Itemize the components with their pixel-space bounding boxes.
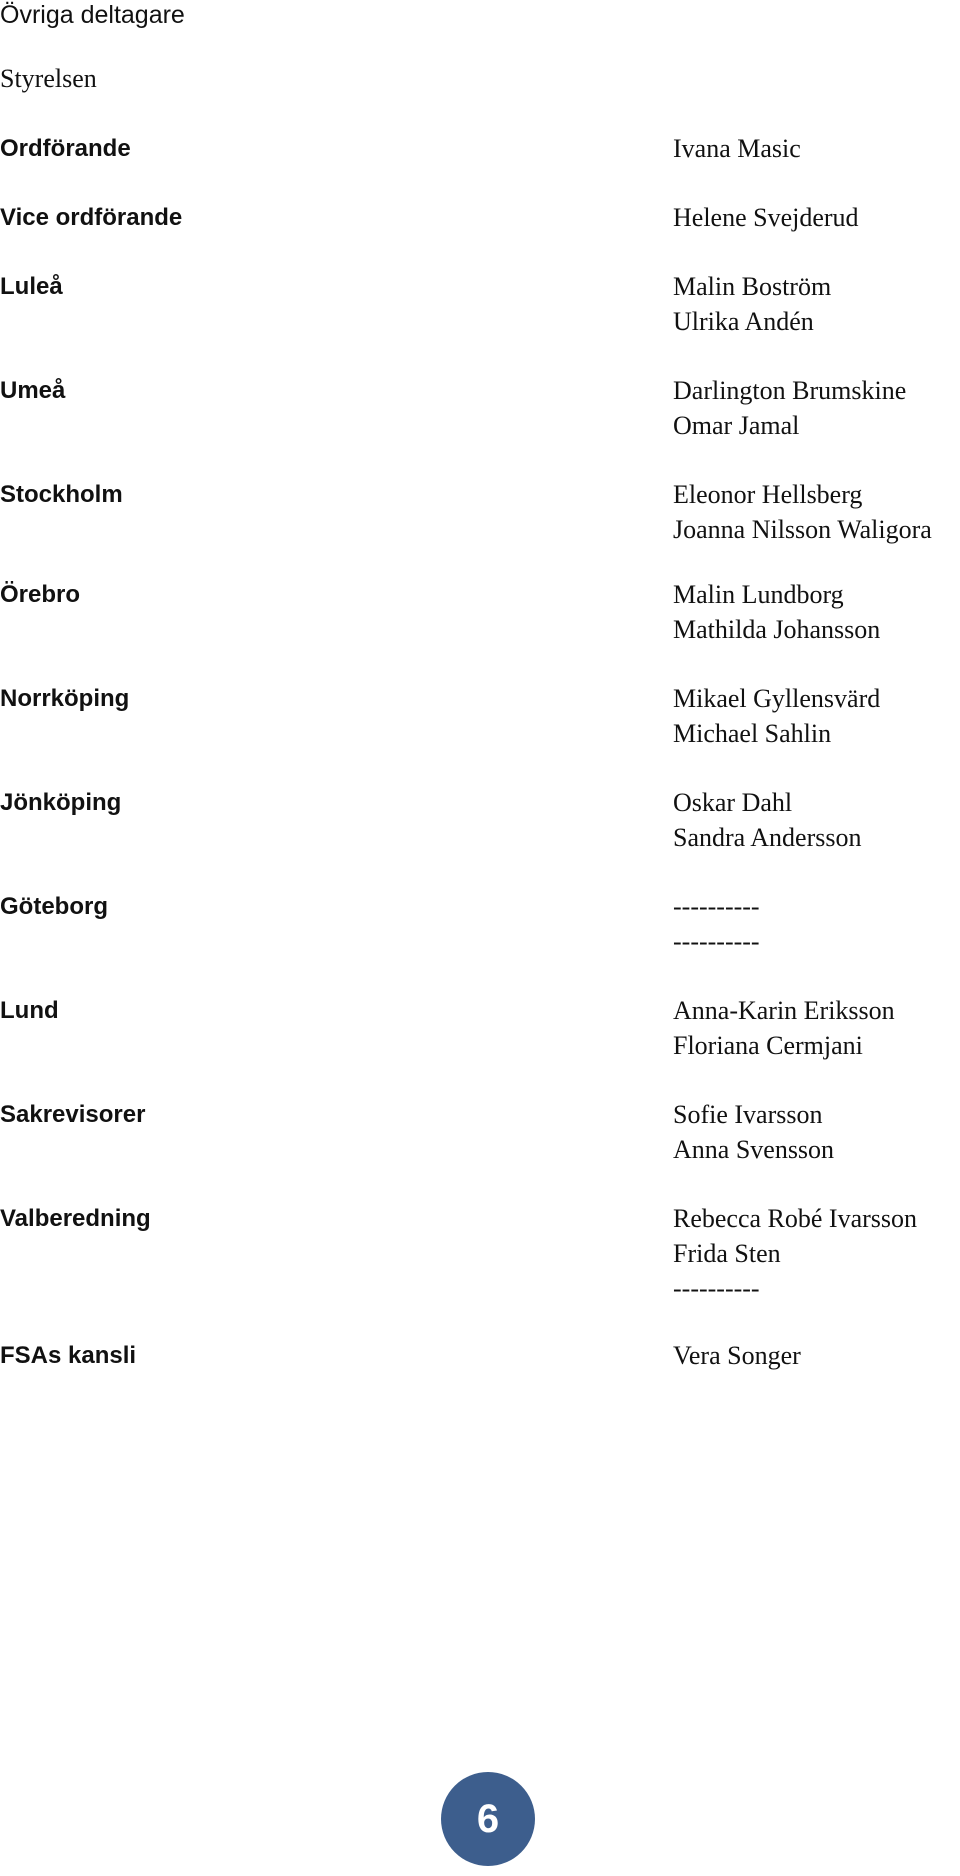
- name-list: [673, 681, 880, 751]
- role-label: FSAs kansli: [0, 1342, 137, 1369]
- name-list: [673, 1338, 801, 1373]
- name-list: [673, 577, 880, 647]
- name-list: [673, 1097, 834, 1167]
- participant-name: ----------: [673, 892, 760, 921]
- participant-name: Rebecca Robé Ivarsson: [673, 1204, 918, 1233]
- section-title: Övriga deltagare: [0, 1, 185, 29]
- name-list: [673, 889, 760, 959]
- participant-name: Frida Sten: [673, 1239, 781, 1268]
- role-label: Norrköping: [0, 685, 130, 712]
- participant-name: Michael Sahlin: [673, 719, 832, 748]
- role-label: Vice ordförande: [0, 204, 183, 231]
- participant-name: Floriana Cermjani: [673, 1031, 863, 1060]
- participant-name: Sofie Ivarsson: [673, 1100, 823, 1129]
- participant-name: Darlington Brumskine: [673, 376, 907, 405]
- participant-name: Oskar Dahl: [673, 788, 793, 817]
- name-list: [673, 200, 859, 235]
- participant-name: Eleonor Hellsberg: [673, 480, 863, 509]
- name-list: [673, 993, 895, 1063]
- participant-name: Anna-Karin Eriksson: [673, 996, 895, 1025]
- name-list: [673, 269, 831, 339]
- subsection-title: Styrelsen: [0, 64, 97, 93]
- page-number-badge: 6: [441, 1772, 535, 1866]
- name-list: [673, 131, 801, 166]
- role-label: Ordförande: [0, 135, 131, 162]
- role-label: Lund: [0, 997, 59, 1024]
- role-label: Örebro: [0, 581, 81, 608]
- participant-name: Omar Jamal: [673, 411, 800, 440]
- participant-name: ----------: [673, 1274, 760, 1303]
- role-label: Luleå: [0, 273, 63, 300]
- role-label: Göteborg: [0, 893, 108, 920]
- name-list: [673, 373, 906, 443]
- role-label: Stockholm: [0, 481, 123, 508]
- participant-name: Malin Lundborg: [673, 580, 844, 609]
- name-list: [673, 477, 932, 547]
- role-label: Jönköping: [0, 789, 122, 816]
- role-label: Sakrevisorer: [0, 1101, 146, 1128]
- participant-name: Ulrika Andén: [673, 307, 814, 336]
- participant-name: Malin Boström: [673, 272, 832, 301]
- participant-name: Anna Svensson: [673, 1135, 835, 1164]
- participant-name: Helene Svejderud: [673, 203, 859, 232]
- participant-name: Sandra Andersson: [673, 823, 862, 852]
- participant-name: Joanna Nilsson Waligora: [673, 515, 932, 544]
- name-list: [673, 785, 861, 855]
- participant-name: Vera Songer: [673, 1341, 801, 1370]
- role-label: Valberedning: [0, 1205, 151, 1232]
- participant-name: Ivana Masic: [673, 134, 801, 163]
- role-label: Umeå: [0, 377, 66, 404]
- participant-name: ----------: [673, 927, 760, 956]
- name-list: [673, 1201, 917, 1306]
- participant-name: Mathilda Johansson: [673, 615, 881, 644]
- participant-name: Mikael Gyllensvärd: [673, 684, 881, 713]
